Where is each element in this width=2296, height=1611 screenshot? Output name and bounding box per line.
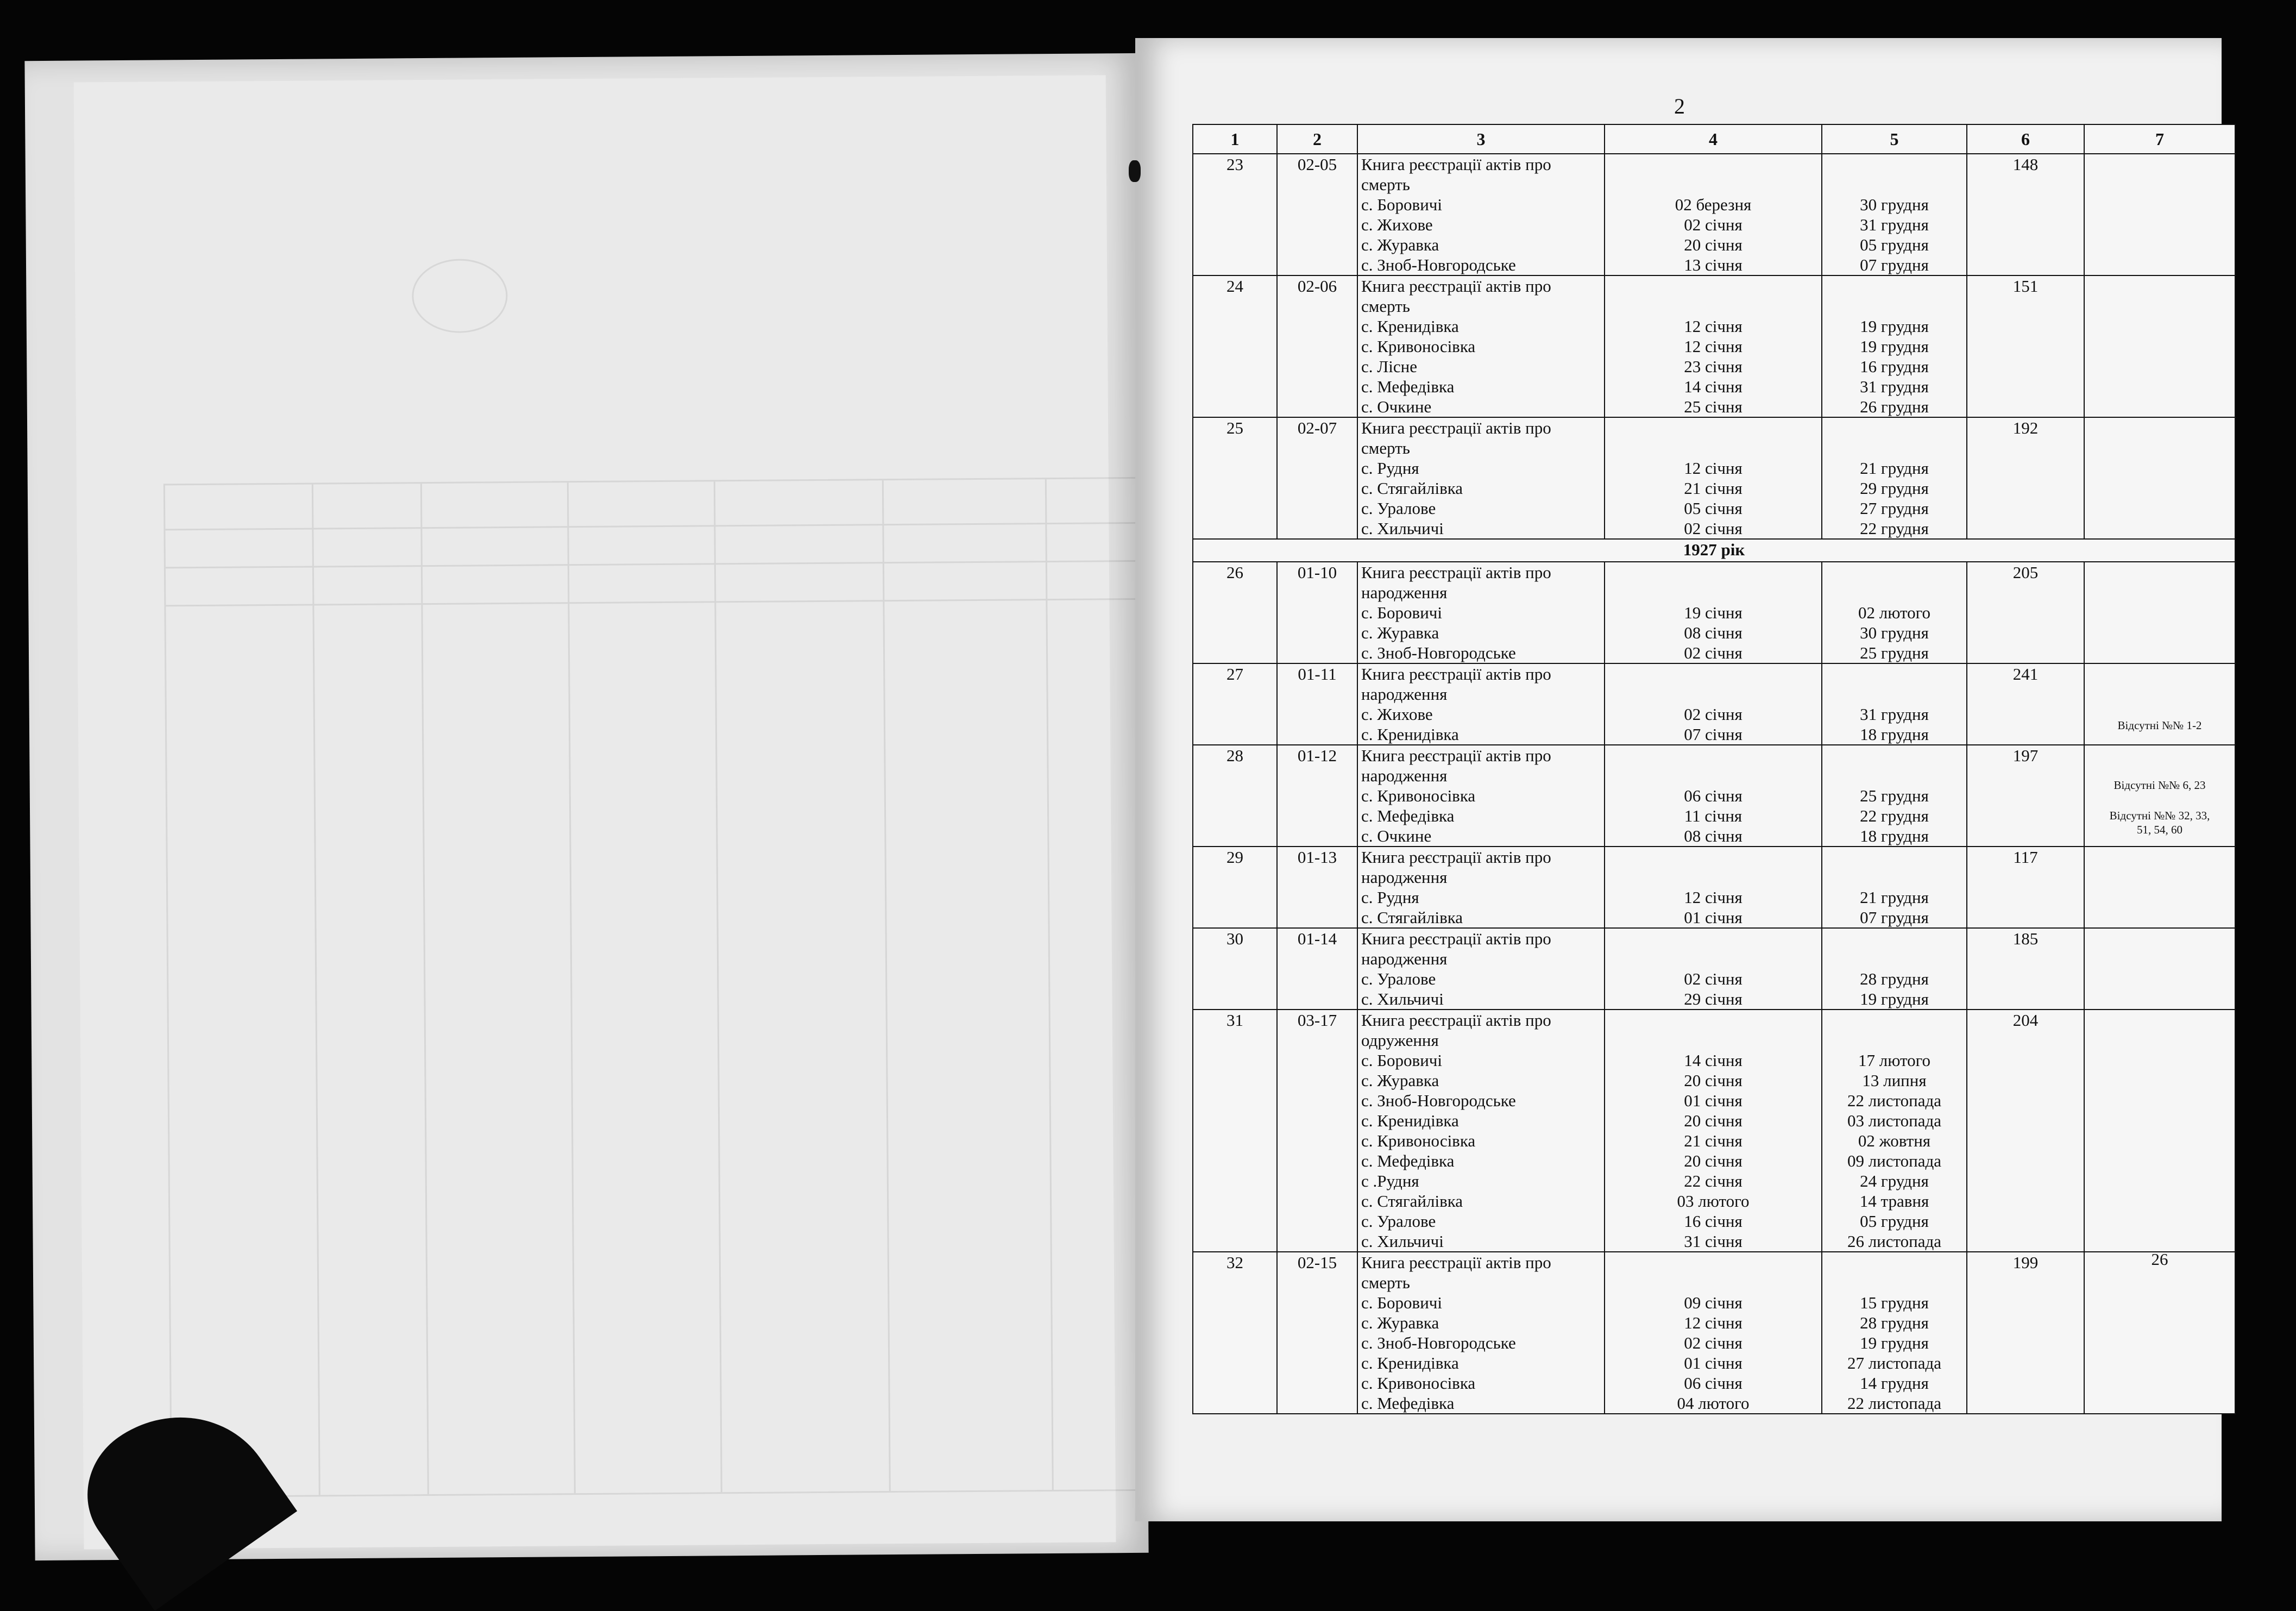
record-title-cell <box>1357 562 1605 663</box>
remarks-cell <box>2084 847 2235 928</box>
end-date: 22 грудня <box>1860 806 1929 825</box>
start-date: 06 січня <box>1684 1374 1743 1393</box>
record-code: 01-11 <box>1277 663 1357 745</box>
register-rows <box>1193 154 2235 1414</box>
end-dates-cell <box>1822 1010 1967 1252</box>
start-date: 07 січня <box>1684 725 1743 744</box>
end-date: 16 грудня <box>1860 357 1929 376</box>
start-date: 02 січня <box>1684 969 1743 988</box>
end-date: 05 грудня <box>1860 235 1929 254</box>
remark-note: Відсутні №№ 6, 23 <box>2113 779 2206 792</box>
end-date: 30 грудня <box>1860 623 1929 642</box>
village-name: с. Кренидівка <box>1361 725 1459 744</box>
end-date: 26 листопада <box>1847 1232 1942 1251</box>
record-number: 29 <box>1193 847 1277 928</box>
end-date: 02 жовтня <box>1858 1131 1931 1150</box>
sheet-count: 151 <box>1967 275 2084 417</box>
start-date: 12 січня <box>1684 1313 1743 1332</box>
col-header: 2 <box>1277 124 1357 154</box>
sheet-count: 185 <box>1967 928 2084 1010</box>
remarks-cell <box>2084 1010 2235 1252</box>
end-date: 21 грудня <box>1860 459 1929 478</box>
village-name: с. Зноб-Новгородське <box>1361 1091 1516 1110</box>
village-name: с. Зноб-Новгородське <box>1361 1333 1516 1352</box>
record-title-line: Книга реєстрації актів про <box>1361 1011 1551 1030</box>
start-date: 23 січня <box>1684 357 1743 376</box>
start-date: 21 січня <box>1684 479 1743 498</box>
village-name: с. Журавка <box>1361 235 1439 254</box>
end-date: 31 грудня <box>1860 215 1929 234</box>
record-number: 28 <box>1193 745 1277 847</box>
end-date: 19 грудня <box>1860 1333 1929 1352</box>
left-page <box>24 53 1148 1560</box>
table-row <box>1193 1010 2235 1252</box>
village-name: с. Очкине <box>1361 397 1432 416</box>
record-title-cell <box>1357 928 1605 1010</box>
end-date: 26 грудня <box>1860 397 1929 416</box>
end-date: 25 грудня <box>1860 643 1929 662</box>
start-date: 20 січня <box>1684 1111 1743 1130</box>
record-title-line: народження <box>1361 583 1448 602</box>
table-row <box>1193 663 2235 745</box>
village-name: с. Зноб-Новгородське <box>1361 643 1516 662</box>
end-date: 19 грудня <box>1860 989 1929 1008</box>
village-name: с. Уралове <box>1361 969 1436 988</box>
end-date: 31 грудня <box>1860 705 1929 724</box>
end-dates-cell <box>1822 562 1967 663</box>
village-name: с. Мефедівка <box>1361 806 1455 825</box>
remarks-cell <box>2084 745 2235 847</box>
village-name: с. Кривоносівка <box>1361 1131 1476 1150</box>
col-header: 1 <box>1193 124 1277 154</box>
sheet-count: 148 <box>1967 154 2084 275</box>
end-date: 19 грудня <box>1860 337 1929 356</box>
record-code: 02-15 <box>1277 1252 1357 1414</box>
start-date: 22 січня <box>1684 1171 1743 1190</box>
show-through-table <box>163 477 1179 1497</box>
record-number: 24 <box>1193 275 1277 417</box>
record-number: 27 <box>1193 663 1277 745</box>
remarks-cell <box>2084 1252 2235 1414</box>
start-date: 02 січня <box>1684 1333 1743 1352</box>
start-date: 20 січня <box>1684 1151 1743 1170</box>
end-dates-cell <box>1822 154 1967 275</box>
record-title-line: Книга реєстрації актів про <box>1361 1253 1551 1272</box>
village-name: с. Хильчичі <box>1361 519 1444 538</box>
village-name: с. Кривоносівка <box>1361 786 1476 805</box>
record-title-cell <box>1357 275 1605 417</box>
record-title-cell <box>1357 745 1605 847</box>
village-name: с. Кренидівка <box>1361 1111 1459 1130</box>
village-name: с. Журавка <box>1361 1313 1439 1332</box>
end-date: 24 грудня <box>1860 1171 1929 1190</box>
end-date: 19 грудня <box>1860 317 1929 336</box>
village-name: с. Мефедівка <box>1361 1151 1455 1170</box>
end-date: 22 листопада <box>1847 1091 1942 1110</box>
record-number: 32 <box>1193 1252 1277 1414</box>
village-name: с. Уралове <box>1361 1212 1436 1231</box>
end-date: 17 лютого <box>1858 1051 1931 1070</box>
village-name: с. Стягайлівка <box>1361 908 1463 927</box>
record-title-line: Книга реєстрації актів про <box>1361 563 1551 582</box>
village-name: с. Мефедівка <box>1361 377 1455 396</box>
record-number: 23 <box>1193 154 1277 275</box>
end-date: 15 грудня <box>1860 1293 1929 1312</box>
record-number: 25 <box>1193 417 1277 539</box>
record-title-line: смерть <box>1361 1273 1410 1292</box>
end-dates-cell <box>1822 275 1967 417</box>
record-title-cell <box>1357 154 1605 275</box>
start-date: 12 січня <box>1684 337 1743 356</box>
village-name: с. Лісне <box>1361 357 1418 376</box>
record-title-cell <box>1357 847 1605 928</box>
start-dates-cell <box>1605 417 1822 539</box>
end-date: 28 грудня <box>1860 1313 1929 1332</box>
record-title-line: Книга реєстрації актів про <box>1361 418 1551 437</box>
village-name: с. Кренидівка <box>1361 1353 1459 1372</box>
record-code: 03-17 <box>1277 1010 1357 1252</box>
remark-note: Відсутні №№ 32, 33, <box>2109 809 2210 822</box>
record-number: 26 <box>1193 562 1277 663</box>
start-date: 29 січня <box>1684 989 1743 1008</box>
end-dates-cell <box>1822 1252 1967 1414</box>
start-date: 20 січня <box>1684 1071 1743 1090</box>
end-dates-cell <box>1822 745 1967 847</box>
record-number: 31 <box>1193 1010 1277 1252</box>
sheet-count: 117 <box>1967 847 2084 928</box>
village-name: с. Жихове <box>1361 705 1433 724</box>
record-code: 02-07 <box>1277 417 1357 539</box>
start-dates-cell <box>1605 562 1822 663</box>
end-date: 22 грудня <box>1860 519 1929 538</box>
end-date: 27 грудня <box>1860 499 1929 518</box>
end-dates-cell <box>1822 928 1967 1010</box>
record-title-line: одруження <box>1361 1031 1439 1050</box>
record-code: 02-06 <box>1277 275 1357 417</box>
record-title-cell <box>1357 1252 1605 1414</box>
village-name: с. Стягайлівка <box>1361 479 1463 498</box>
end-date: 29 грудня <box>1860 479 1929 498</box>
record-title-cell <box>1357 663 1605 745</box>
village-name: с. Рудня <box>1361 459 1419 478</box>
register-table <box>1192 124 2236 1414</box>
start-date: 02 січня <box>1684 215 1743 234</box>
record-title-line: Книга реєстрації актів про <box>1361 277 1551 296</box>
village-name: с .Рудня <box>1361 1171 1419 1190</box>
end-date: 28 грудня <box>1860 969 1929 988</box>
remarks-cell <box>2084 928 2235 1010</box>
sheet-count: 241 <box>1967 663 2084 745</box>
start-dates-cell <box>1605 1252 1822 1414</box>
record-code: 01-10 <box>1277 562 1357 663</box>
start-date: 12 січня <box>1684 888 1743 907</box>
end-date: 30 грудня <box>1860 195 1929 214</box>
remarks-cell <box>2084 154 2235 275</box>
record-code: 01-12 <box>1277 745 1357 847</box>
start-date: 01 січня <box>1684 1091 1743 1110</box>
table-row <box>1193 417 2235 539</box>
record-code: 01-14 <box>1277 928 1357 1010</box>
end-date: 07 грудня <box>1860 255 1929 274</box>
start-dates-cell <box>1605 275 1822 417</box>
village-name: с. Журавка <box>1361 1071 1439 1090</box>
start-dates-cell <box>1605 745 1822 847</box>
table-row <box>1193 1252 2235 1414</box>
end-date: 18 грудня <box>1860 826 1929 845</box>
show-through-seal <box>412 259 508 333</box>
end-dates-cell <box>1822 663 1967 745</box>
record-title-line: смерть <box>1361 297 1410 316</box>
village-name: с. Хильчичі <box>1361 989 1444 1008</box>
record-title-cell <box>1357 417 1605 539</box>
start-date: 13 січня <box>1684 255 1743 274</box>
start-date: 04 лютого <box>1677 1394 1750 1413</box>
start-dates-cell <box>1605 154 1822 275</box>
col-header: 4 <box>1605 124 1822 154</box>
sheet-count: 197 <box>1967 745 2084 847</box>
start-date: 12 січня <box>1684 317 1743 336</box>
record-title-line: Книга реєстрації актів про <box>1361 155 1551 174</box>
table-row <box>1193 275 2235 417</box>
end-date: 27 листопада <box>1847 1353 1942 1372</box>
end-date: 09 листопада <box>1847 1151 1942 1170</box>
start-date: 21 січня <box>1684 1131 1743 1150</box>
record-title-line: народження <box>1361 868 1448 887</box>
start-date: 06 січня <box>1684 786 1743 805</box>
sheet-count: 199 <box>1967 1252 2084 1414</box>
start-date: 08 січня <box>1684 826 1743 845</box>
start-date: 02 березня <box>1675 195 1752 214</box>
record-title-line: Книга реєстрації актів про <box>1361 848 1551 867</box>
binding-thread <box>1129 160 1141 182</box>
village-name: с. Стягайлівка <box>1361 1192 1463 1211</box>
record-title-line: смерть <box>1361 438 1410 457</box>
village-name: с. Боровичі <box>1361 195 1442 214</box>
remark-note: Відсутні №№ 1-2 <box>2117 719 2202 732</box>
start-date: 20 січня <box>1684 235 1743 254</box>
start-date: 08 січня <box>1684 623 1743 642</box>
record-title-line: Книга реєстрації актів про <box>1361 929 1551 948</box>
start-dates-cell <box>1605 928 1822 1010</box>
record-title-cell <box>1357 1010 1605 1252</box>
col-header: 3 <box>1357 124 1605 154</box>
remarks-cell <box>2084 562 2235 663</box>
end-date: 05 грудня <box>1860 1212 1929 1231</box>
remarks-cell <box>2084 663 2235 745</box>
remarks-cell <box>2084 275 2235 417</box>
village-name: с. Журавка <box>1361 623 1439 642</box>
village-name: с. Мефедівка <box>1361 1394 1455 1413</box>
start-dates-cell <box>1605 1010 1822 1252</box>
sheet-count: 192 <box>1967 417 2084 539</box>
record-code: 02-05 <box>1277 154 1357 275</box>
start-date: 01 січня <box>1684 1353 1743 1372</box>
start-dates-cell <box>1605 663 1822 745</box>
village-name: с. Кренидівка <box>1361 317 1459 336</box>
record-code: 01-13 <box>1277 847 1357 928</box>
end-date: 18 грудня <box>1860 725 1929 744</box>
village-name: с. Кривоносівка <box>1361 337 1476 356</box>
col-header: 5 <box>1822 124 1967 154</box>
end-date: 21 грудня <box>1860 888 1929 907</box>
table-row <box>1193 562 2235 663</box>
start-date: 02 січня <box>1684 705 1743 724</box>
village-name: с. Боровичі <box>1361 1293 1442 1312</box>
end-date: 14 грудня <box>1860 1374 1929 1393</box>
end-date: 22 листопада <box>1847 1394 1942 1413</box>
end-date: 14 травня <box>1859 1192 1929 1211</box>
record-number: 30 <box>1193 928 1277 1010</box>
sheet-count: 205 <box>1967 562 2084 663</box>
village-name: с. Очкине <box>1361 826 1432 845</box>
end-date: 07 грудня <box>1860 908 1929 927</box>
left-page-blank <box>74 75 1116 1549</box>
table-row <box>1193 847 2235 928</box>
village-name: с. Уралове <box>1361 499 1436 518</box>
column-number-row <box>1193 124 2235 154</box>
end-date: 02 лютого <box>1858 603 1931 622</box>
start-date: 02 січня <box>1684 519 1743 538</box>
end-date: 31 грудня <box>1860 377 1929 396</box>
start-date: 14 січня <box>1684 377 1743 396</box>
record-title-line: Книга реєстрації актів про <box>1361 665 1551 684</box>
end-date: 03 листопада <box>1847 1111 1942 1130</box>
remark-note: 51, 54, 60 <box>2137 823 2182 836</box>
village-name: с. Жихове <box>1361 215 1433 234</box>
village-name: с. Боровичі <box>1361 603 1442 622</box>
village-name: с. Кривоносівка <box>1361 1374 1476 1393</box>
village-name: с. Хильчичі <box>1361 1232 1444 1251</box>
table-row <box>1193 745 2235 847</box>
start-date: 05 січня <box>1684 499 1743 518</box>
remarks-cell <box>2084 417 2235 539</box>
end-date: 25 грудня <box>1860 786 1929 805</box>
start-date: 31 січня <box>1684 1232 1743 1251</box>
table-row <box>1193 154 2235 275</box>
start-date: 16 січня <box>1684 1212 1743 1231</box>
start-date: 09 січня <box>1684 1293 1743 1312</box>
record-title-line: народження <box>1361 949 1448 968</box>
year-header: 1927 рік <box>1193 539 2235 562</box>
village-name: с. Боровичі <box>1361 1051 1442 1070</box>
start-date: 12 січня <box>1684 459 1743 478</box>
village-name: с. Рудня <box>1361 888 1419 907</box>
table-row <box>1193 928 2235 1010</box>
village-name: с. Зноб-Новгородське <box>1361 255 1516 274</box>
col-header: 7 <box>2084 124 2235 154</box>
start-date: 19 січня <box>1684 603 1743 622</box>
record-title-line: смерть <box>1361 175 1410 194</box>
col-header: 6 <box>1967 124 2084 154</box>
year-row <box>1193 539 2235 562</box>
start-date: 02 січня <box>1684 643 1743 662</box>
record-title-line: Книга реєстрації актів про <box>1361 746 1551 765</box>
end-dates-cell <box>1822 847 1967 928</box>
start-date: 01 січня <box>1684 908 1743 927</box>
page-number: 2 <box>1674 94 1685 118</box>
start-date: 14 січня <box>1684 1051 1743 1070</box>
sheet-count: 204 <box>1967 1010 2084 1252</box>
end-dates-cell <box>1822 417 1967 539</box>
start-date: 25 січня <box>1684 397 1743 416</box>
record-title-line: народження <box>1361 766 1448 785</box>
remark-note: 26 <box>2151 1250 2168 1269</box>
start-date: 03 лютого <box>1677 1192 1750 1211</box>
record-title-line: народження <box>1361 685 1448 704</box>
start-dates-cell <box>1605 847 1822 928</box>
end-date: 13 липня <box>1862 1071 1927 1090</box>
start-date: 11 січня <box>1684 806 1743 825</box>
